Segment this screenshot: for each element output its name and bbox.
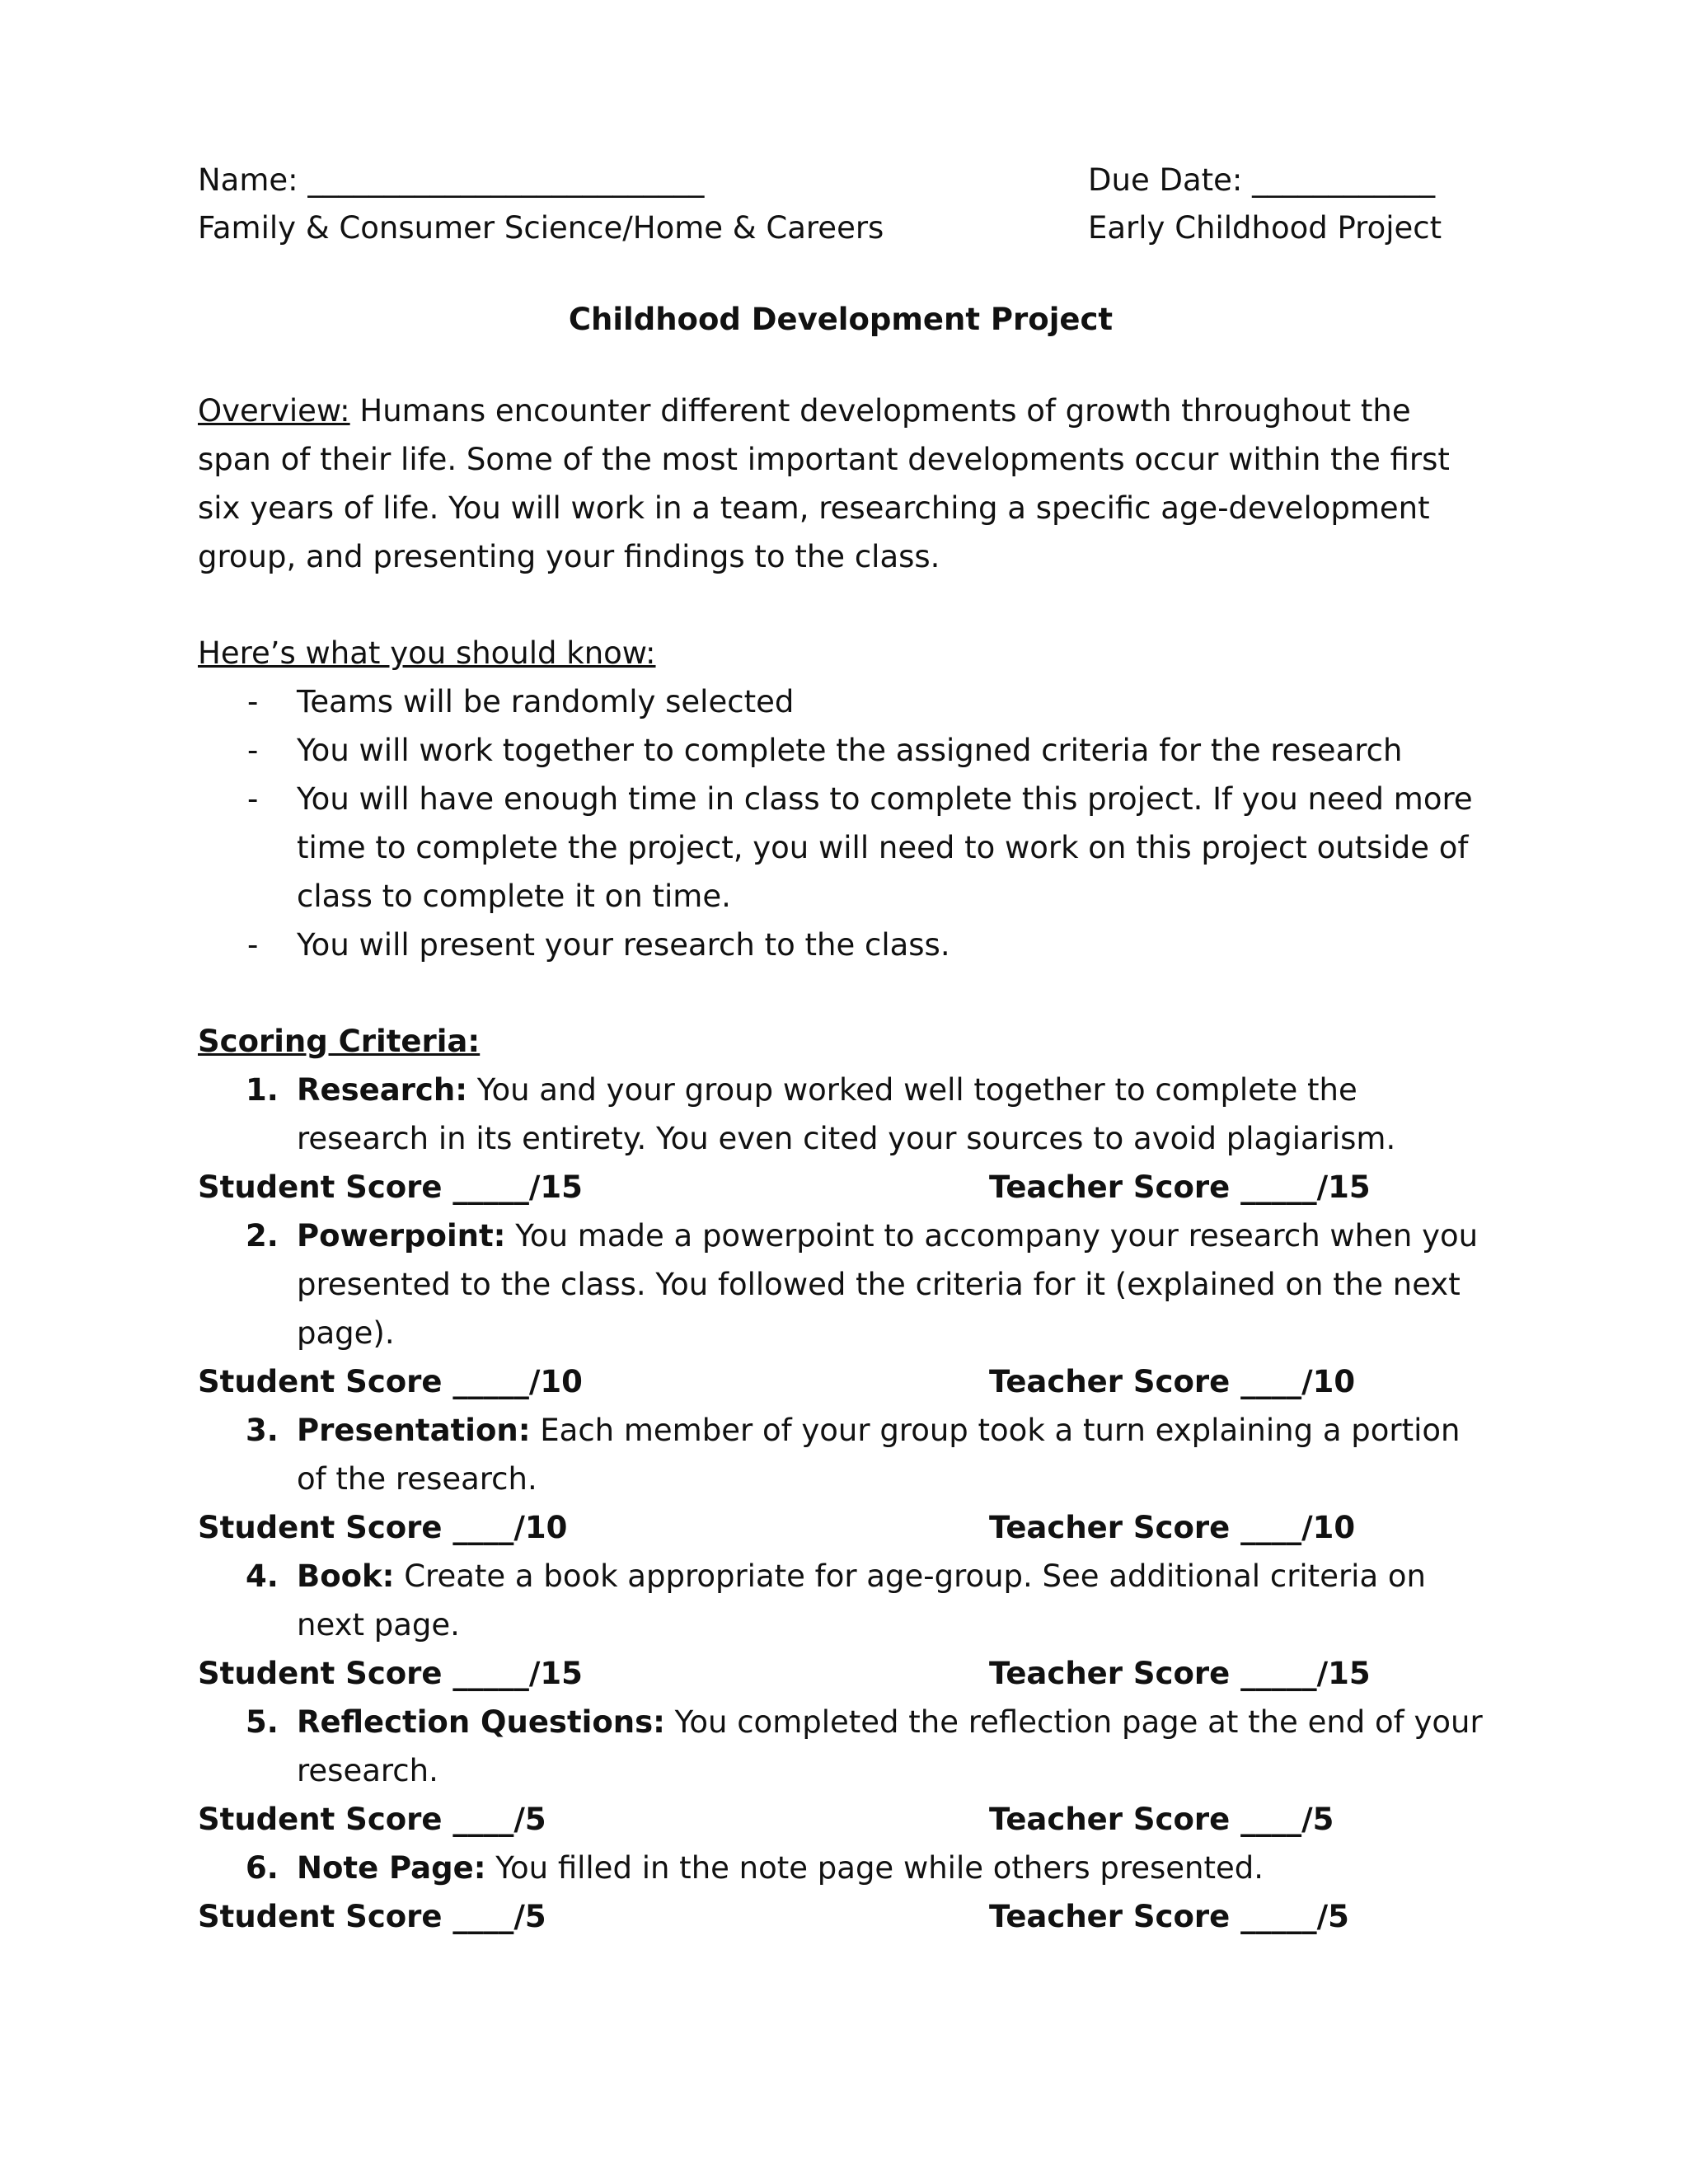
know-heading: Here’s what you should know: (198, 635, 656, 671)
criterion-description: Each member of your group took a turn explaining a portion of the research. (297, 1413, 1461, 1497)
criterion-label: Reflection Questions: (297, 1704, 665, 1740)
criterion-number: 1. (246, 1072, 279, 1108)
criterion-text (198, 1066, 1484, 1163)
criterion-research (198, 1066, 1484, 1212)
criterion-book (198, 1552, 1484, 1698)
score-row (198, 1503, 1484, 1552)
score-row (198, 1163, 1484, 1212)
list-item: - Teams will be randomly selected (198, 677, 1484, 726)
criterion-label: Book: (297, 1558, 395, 1594)
teacher-score: Teacher Score ____/10 (989, 1510, 1356, 1545)
student-score: Student Score ____/5 (198, 1802, 546, 1837)
criterion-text (198, 1698, 1484, 1795)
teacher-score: Teacher Score ____/10 (989, 1364, 1356, 1399)
criterion-reflection (198, 1698, 1484, 1844)
student-score: Student Score _____/10 (198, 1364, 583, 1399)
criterion-powerpoint (198, 1212, 1484, 1406)
name-field: Name: __________________________ (198, 162, 705, 198)
criterion-label: Presentation: (297, 1413, 531, 1448)
criterion-text (198, 1552, 1484, 1649)
criterion-description: You filled in the note page while others presented. (485, 1850, 1264, 1886)
know-list (198, 677, 1484, 969)
page-title: Childhood Development Project (568, 302, 1114, 337)
criterion-number: 4. (246, 1558, 279, 1594)
list-item: - You will present your research to the class. (198, 921, 1484, 969)
student-score: Student Score ____/5 (198, 1899, 546, 1934)
header-row-1 (198, 157, 1484, 204)
list-item: - You will have enough time in class to complete this project. If you need more time to complete the project, you will need to work on this project outside of class to complete it on time. (198, 775, 1484, 921)
teacher-score: Teacher Score _____/15 (989, 1169, 1371, 1205)
criterion-number: 6. (246, 1850, 279, 1886)
criterion-label: Research: (297, 1072, 467, 1108)
score-row (198, 1357, 1484, 1406)
criterion-text (198, 1844, 1484, 1892)
criterion-text (198, 1406, 1484, 1503)
criterion-presentation (198, 1406, 1484, 1552)
teacher-score: Teacher Score ____/5 (989, 1802, 1334, 1837)
project-type: Early Childhood Project (1088, 210, 1442, 246)
criterion-label: Note Page: (297, 1850, 486, 1886)
criterion-number: 5. (246, 1704, 279, 1740)
teacher-score: Teacher Score _____/15 (989, 1656, 1371, 1691)
criterion-label: Powerpoint: (297, 1218, 506, 1254)
criterion-number: 3. (246, 1413, 279, 1448)
criterion-description: Create a book appropriate for age-group. See additional criteria on next page. (297, 1558, 1426, 1643)
criterion-description: You made a powerpoint to accompany your research when you presented to the class. You followed the criteria for it (explained on the next page). (297, 1218, 1479, 1351)
student-score: Student Score _____/15 (198, 1656, 583, 1691)
criterion-description: You completed the reflection page at the end of your research. (297, 1704, 1483, 1788)
header-row-2 (198, 204, 1484, 252)
criterion-text (198, 1212, 1484, 1357)
course-name: Family & Consumer Science/Home & Careers (198, 210, 884, 246)
score-row (198, 1795, 1484, 1844)
student-score: Student Score _____/15 (198, 1169, 583, 1205)
due-date-field: Due Date: ____________ (1088, 162, 1436, 198)
criterion-description: You and your group worked well together to complete the research in its entirety. You even cited your sources to avoid plagiarism. (297, 1072, 1396, 1156)
score-row (198, 1892, 1484, 1941)
worksheet-page (198, 157, 1484, 1941)
score-row (198, 1649, 1484, 1698)
overview-label: Overview: (198, 393, 350, 429)
student-score: Student Score ____/10 (198, 1510, 568, 1545)
criterion-note-page (198, 1844, 1484, 1941)
list-item: - You will work together to complete the assigned criteria for the research (198, 726, 1484, 775)
overview-text: Humans encounter different developments of growth throughout the span of their life. Some of the most important developments occur within the first six years of life. You will work in a team, researching a specific age-development group, and presenting your findings to the class. (198, 393, 1450, 574)
teacher-score: Teacher Score _____/5 (989, 1899, 1349, 1934)
scoring-heading: Scoring Criteria: (198, 1024, 481, 1059)
overview-paragraph (198, 387, 1484, 581)
criterion-number: 2. (246, 1218, 279, 1254)
